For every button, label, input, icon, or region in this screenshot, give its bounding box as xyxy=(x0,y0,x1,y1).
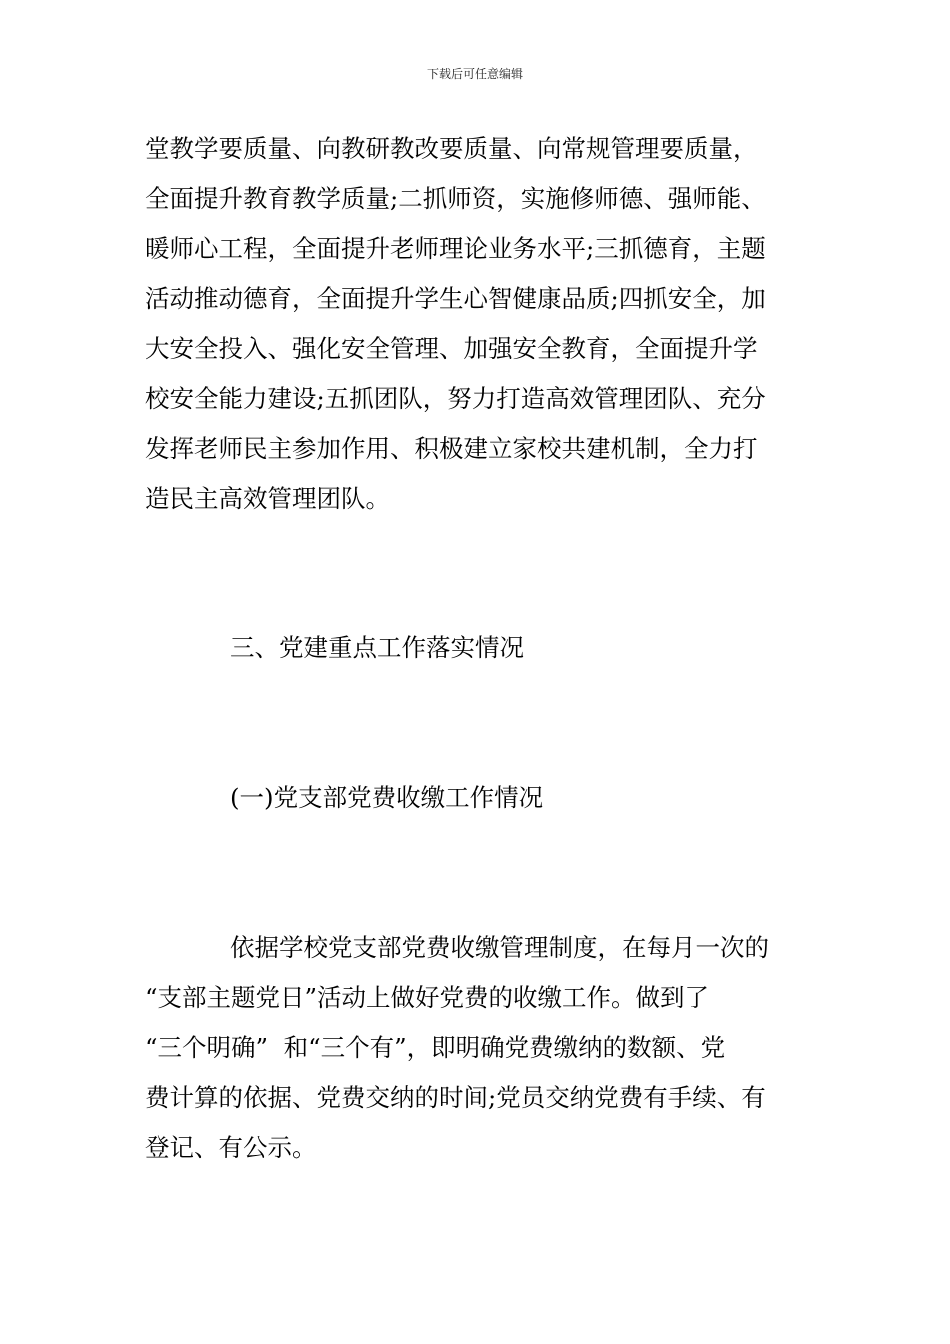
paragraph-1-line: 发挥老师民主参加作用、积极建立家校共建机制，全力打 xyxy=(145,434,758,463)
paragraph-1-line: 造民主高效管理团队。 xyxy=(145,484,390,513)
paragraph-1-line: 大安全投入、强化安全管理、加强安全教育，全面提升学 xyxy=(145,334,758,363)
paragraph-1-line: 活动推动德育，全面提升学生心智健康品质;四抓安全，加 xyxy=(145,284,766,313)
subsection-heading: (一)党支部党费收缴工作情况 xyxy=(230,783,544,812)
paragraph-2-line: “三个明确” 和“三个有”，即明确党费缴纳的数额、党 xyxy=(145,1033,726,1062)
paragraph-1-line: 全面提升教育教学质量;二抓师资，实施修师德、强师能、 xyxy=(145,184,766,213)
paragraph-2-line: “支部主题党日”活动上做好党费的收缴工作。做到了 xyxy=(145,983,710,1012)
paragraph-2-line: 依据学校党支部党费收缴管理制度，在每月一次的 xyxy=(230,933,769,962)
paragraph-1-line: 堂教学要质量、向教研教改要质量、向常规管理要质量， xyxy=(145,134,758,163)
paragraph-1-line: 暖师心工程，全面提升老师理论业务水平;三抓德育，主题 xyxy=(145,234,766,263)
paragraph-1-line: 校安全能力建设;五抓团队，努力打造高效管理团队、充分 xyxy=(145,384,766,413)
paragraph-2-line: 登记、有公示。 xyxy=(145,1133,317,1162)
section-heading: 三、党建重点工作落实情况 xyxy=(230,633,524,662)
header-note: 下载后可任意编辑 xyxy=(426,67,523,81)
paragraph-2-line: 费计算的依据、党费交纳的时间;党员交纳党费有手续、有 xyxy=(145,1083,766,1112)
